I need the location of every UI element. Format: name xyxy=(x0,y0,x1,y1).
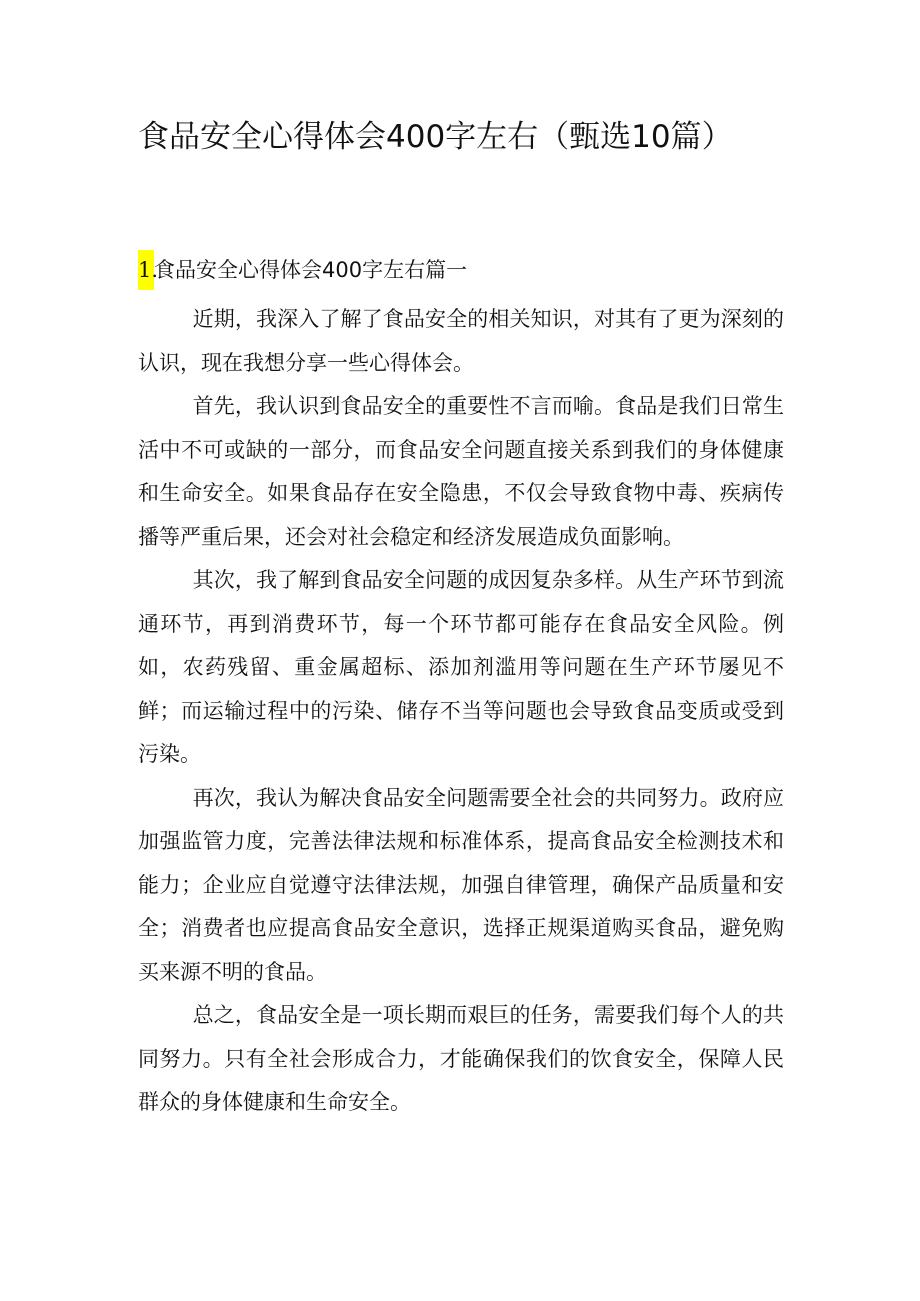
page-title: 食品安全心得体会400字左右（甄选10篇） xyxy=(138,119,733,155)
document-body xyxy=(138,298,784,1125)
paragraph-2: 首先，我认识到食品安全的重要性不言而喻。食品是我们日常生活中不可或缺的一部分，而食品安全问题直接关系到我们的身体健康和生命安全。如果食品存在安全隐患，不仅会导致食物中毒、疾病传播等严重后果，还会对社会稳定和经济发展造成负面影响。 xyxy=(138,394,784,549)
section-heading-text: 食品安全心得体会400字左右篇一 xyxy=(154,258,468,282)
section-heading xyxy=(138,250,467,290)
paragraph-5: 总之，食品安全是一项长期而艰巨的任务，需要我们每个人的共同努力。只有全社会形成合力，才能确保我们的饮食安全，保障人民群众的身体健康和生命安全。 xyxy=(138,1003,784,1114)
paragraph-3: 其次，我了解到食品安全问题的成因复杂多样。从生产环节到流通环节，再到消费环节，每一个环节都可能存在食品安全风险。例如，农药残留、重金属超标、添加剂滥用等问题在生产环节屡见不鲜；而运输过程中的污染、储存不当等问题也会导致食品变质或受到污染。 xyxy=(138,568,784,766)
paragraph-4: 再次，我认为解决食品安全问题需要全社会的共同努力。政府应加强监管力度，完善法律法规和标准体系，提高食品安全检测技术和能力；企业应自觉遵守法律法规，加强自律管理，确保产品质量和安全；消费者也应提高食品安全意识，选择正规渠道购买食品，避免购买来源不明的食品。 xyxy=(138,785,784,984)
section-number-highlight: 1. xyxy=(138,250,154,290)
paragraph-1: 近期，我深入了解了食品安全的相关知识，对其有了更为深刻的认识，现在我想分享一些心得体会。 xyxy=(138,307,784,375)
